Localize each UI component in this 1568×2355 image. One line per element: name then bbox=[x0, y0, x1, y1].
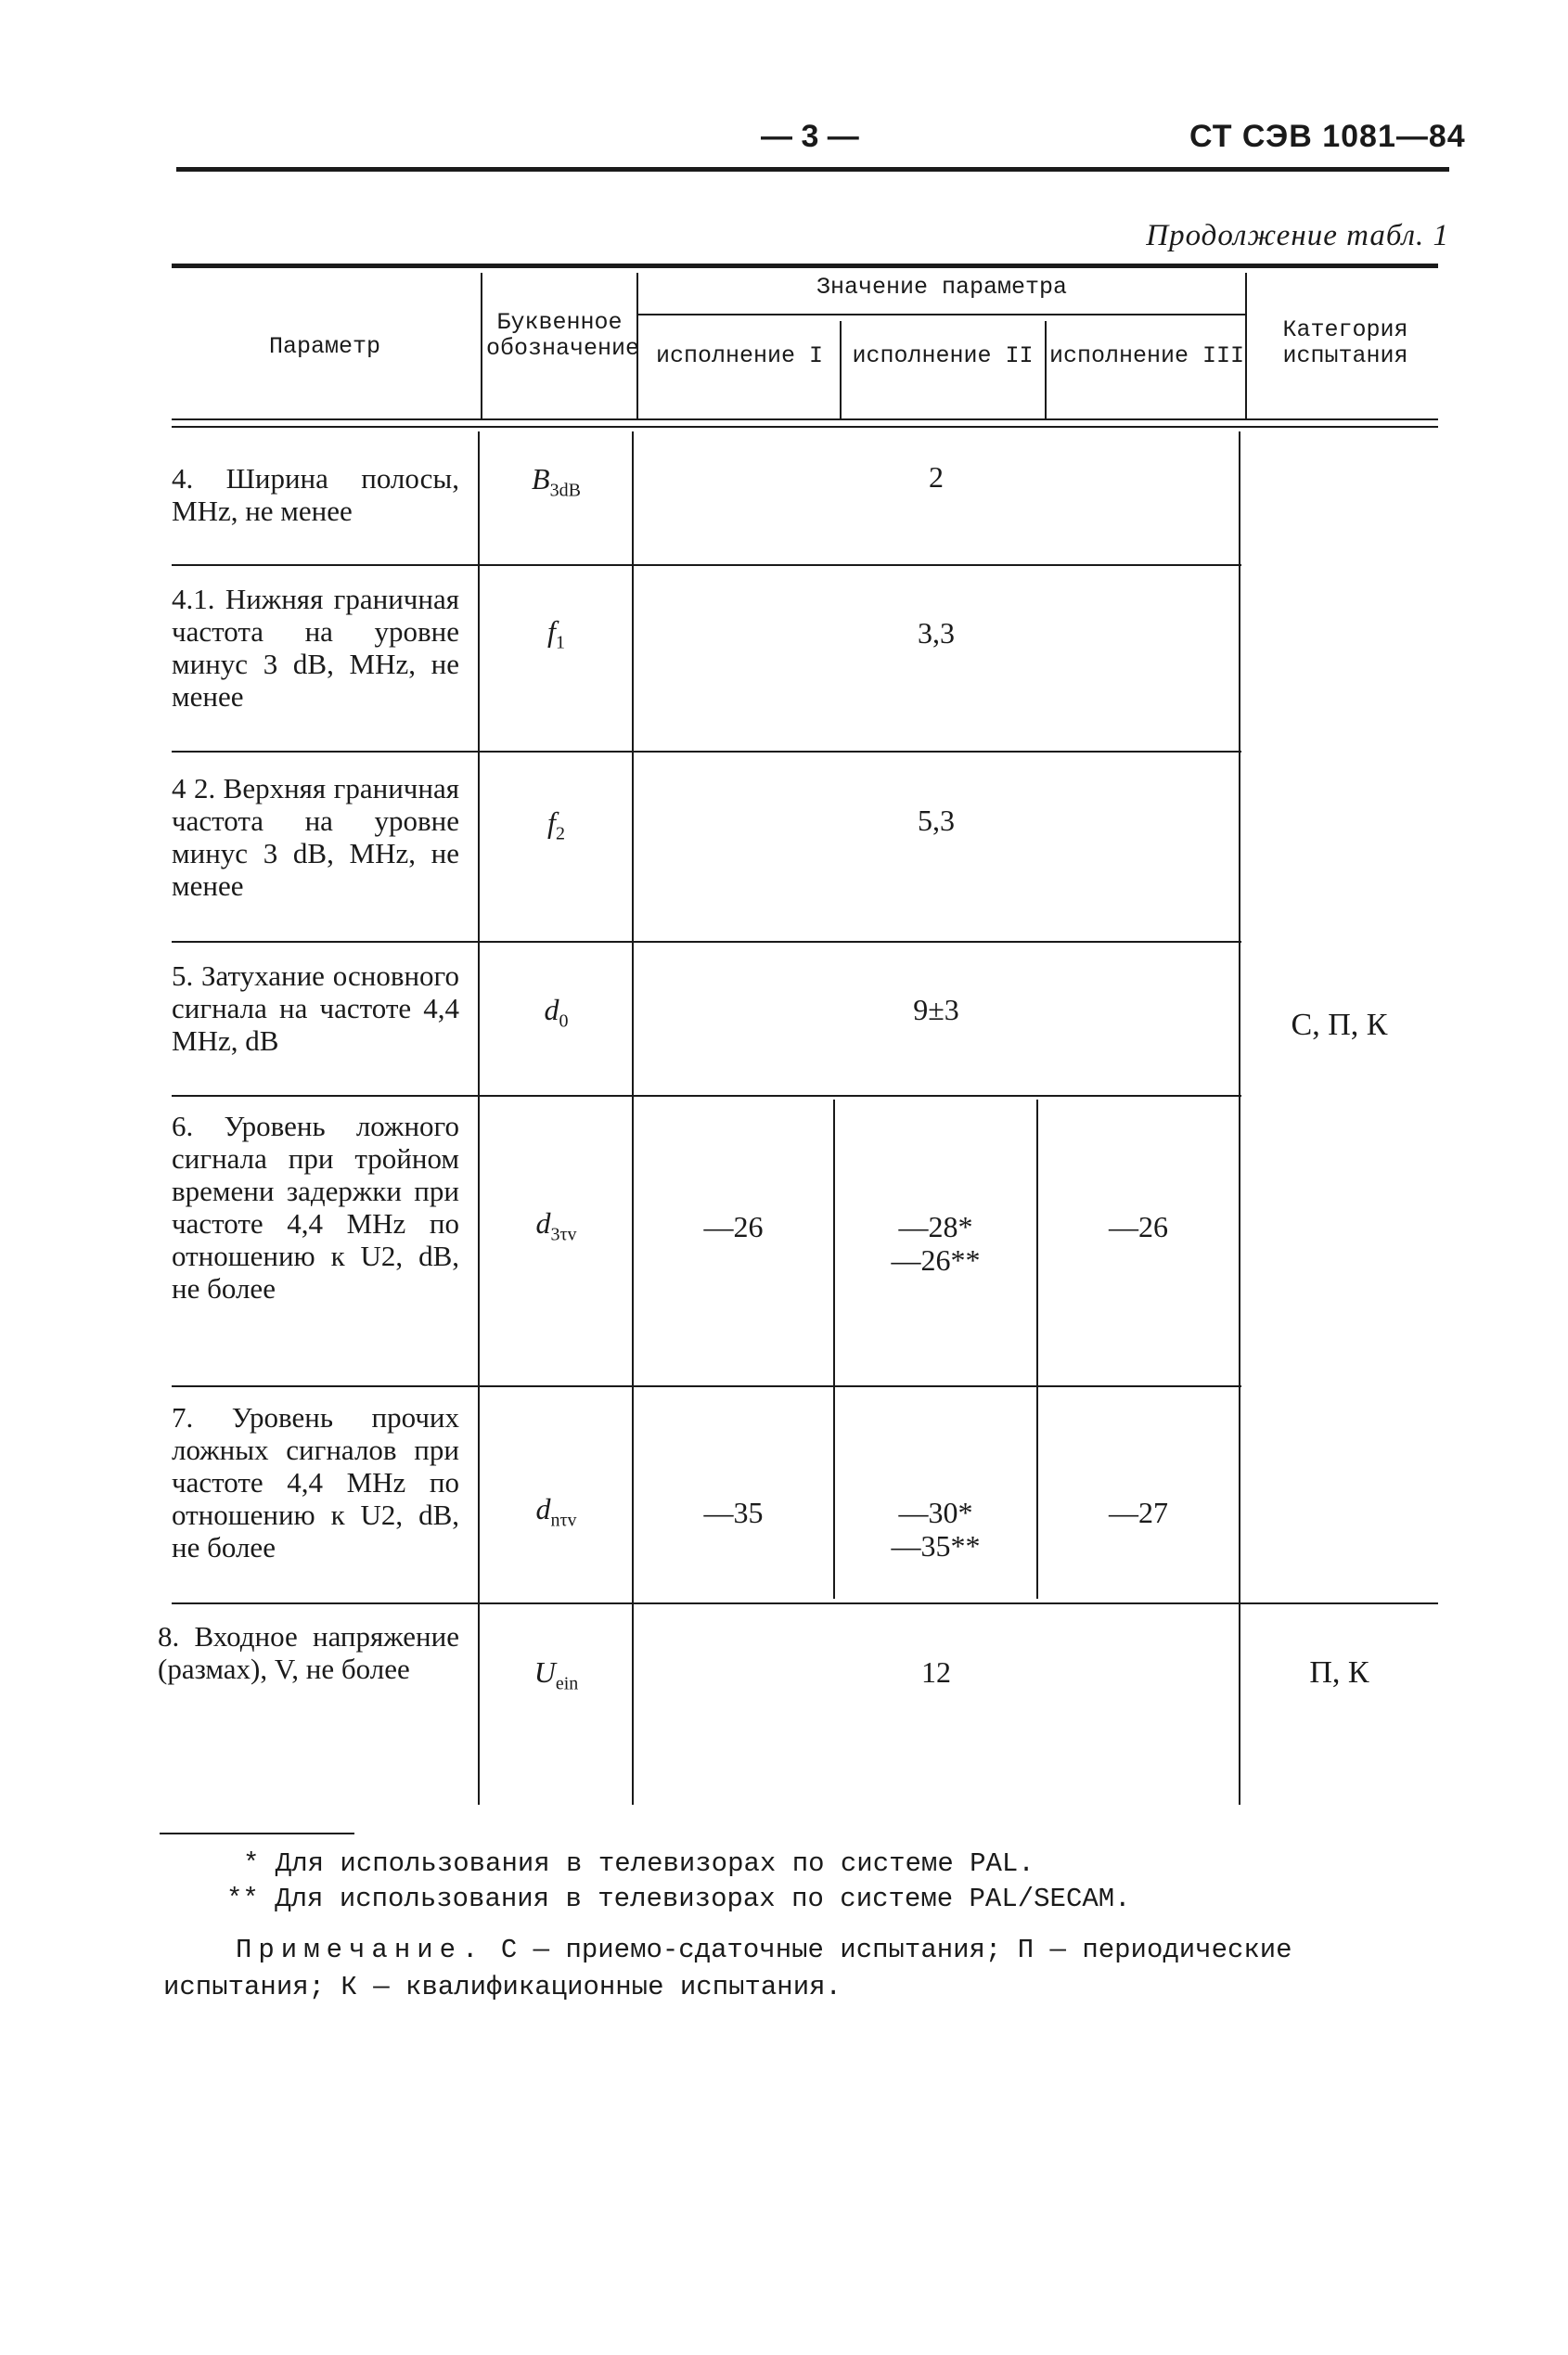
value-row-5: 9±3 bbox=[913, 993, 959, 1026]
value-row-6-version-2: —28* —26** bbox=[891, 1210, 981, 1277]
header-value-group: Значение параметра bbox=[816, 274, 1068, 301]
value-row-4-1: 3,3 bbox=[918, 616, 955, 650]
param-row-4: 4. Ширина полосы, MHz, не менее bbox=[172, 462, 459, 527]
value-row-7-version-1: —35 bbox=[703, 1496, 764, 1529]
header-symbol: Буквенное обозначение bbox=[486, 309, 640, 362]
header-version-3: исполнение III bbox=[1048, 342, 1245, 369]
param-row-5: 5. Затухание основного сигнала на частоте 4,4 MHz, dB bbox=[172, 959, 459, 1057]
category-group-b: П, К bbox=[1309, 1655, 1369, 1690]
header-version-2: исполнение II bbox=[852, 342, 1034, 369]
value-row-8: 12 bbox=[921, 1655, 951, 1689]
footnote-rule bbox=[160, 1833, 354, 1834]
value-row-7-version-2: —30* —35** bbox=[891, 1496, 981, 1563]
value-row-6-version-3: —26 bbox=[1109, 1210, 1168, 1243]
footnote-2: ** Для использования в телевизорах по системе PAL/SECAM. bbox=[226, 1884, 1131, 1914]
symbol-row-4-2: $f_2$ bbox=[547, 805, 565, 844]
param-row-4-2: 4 2. Верхняя граничная частота на уровне минус 3 dB, MHz, не менее bbox=[172, 772, 459, 902]
header-rule bbox=[176, 167, 1449, 172]
symbol-row-7: $d_{n\tau v}$ bbox=[535, 1492, 577, 1531]
footnote-1: * Для использования в телевизорах по системе PAL. bbox=[243, 1848, 1035, 1879]
value-row-4-2: 5,3 bbox=[918, 804, 955, 837]
param-row-7: 7. Уровень прочих ложных сигналов при частоте 4,4 MHz по отношению к U2, dB, не более bbox=[172, 1401, 459, 1564]
header-version-1: исполнение I bbox=[655, 342, 824, 369]
value-row-4: 2 bbox=[929, 460, 944, 494]
header-category: Категория испытания bbox=[1282, 316, 1408, 369]
symbol-row-5: $d_0$ bbox=[544, 993, 569, 1032]
symbol-row-4: $B_{3dB}$ bbox=[532, 462, 581, 501]
value-row-7-version-3: —27 bbox=[1109, 1496, 1168, 1529]
param-row-4-1: 4.1. Нижняя граничная частота на уровне минус 3 dB, MHz, не менее bbox=[172, 583, 459, 713]
symbol-row-4-1: $f_1$ bbox=[547, 614, 565, 653]
param-row-6: 6. Уровень ложного сигнала при тройном времени задержки при частоте 4,4 MHz по отношению к U2, dB, не более bbox=[172, 1110, 459, 1305]
category-group-a: С, П, К bbox=[1291, 1008, 1388, 1042]
value-row-6-version-1: —26 bbox=[703, 1210, 764, 1243]
note-line-2: испытания; К — квалификационные испытания. bbox=[163, 1972, 842, 2002]
symbol-row-8: $U_{ein}$ bbox=[533, 1655, 579, 1694]
table-continuation-caption: Продолжение табл. 1 bbox=[1146, 219, 1449, 252]
header-parameter: Параметр bbox=[268, 333, 381, 360]
param-row-8: 8. Входное напряжение (размах), V, не более bbox=[158, 1620, 459, 1685]
symbol-row-6: $d_{3\tau v}$ bbox=[535, 1206, 577, 1245]
standard-code: СТ СЭВ 1081—84 bbox=[1189, 119, 1466, 154]
page-number: — 3 — bbox=[761, 119, 859, 154]
note-line-1: Примечание. С — приемо-сдаточные испытания; П — периодические bbox=[236, 1935, 1292, 1965]
